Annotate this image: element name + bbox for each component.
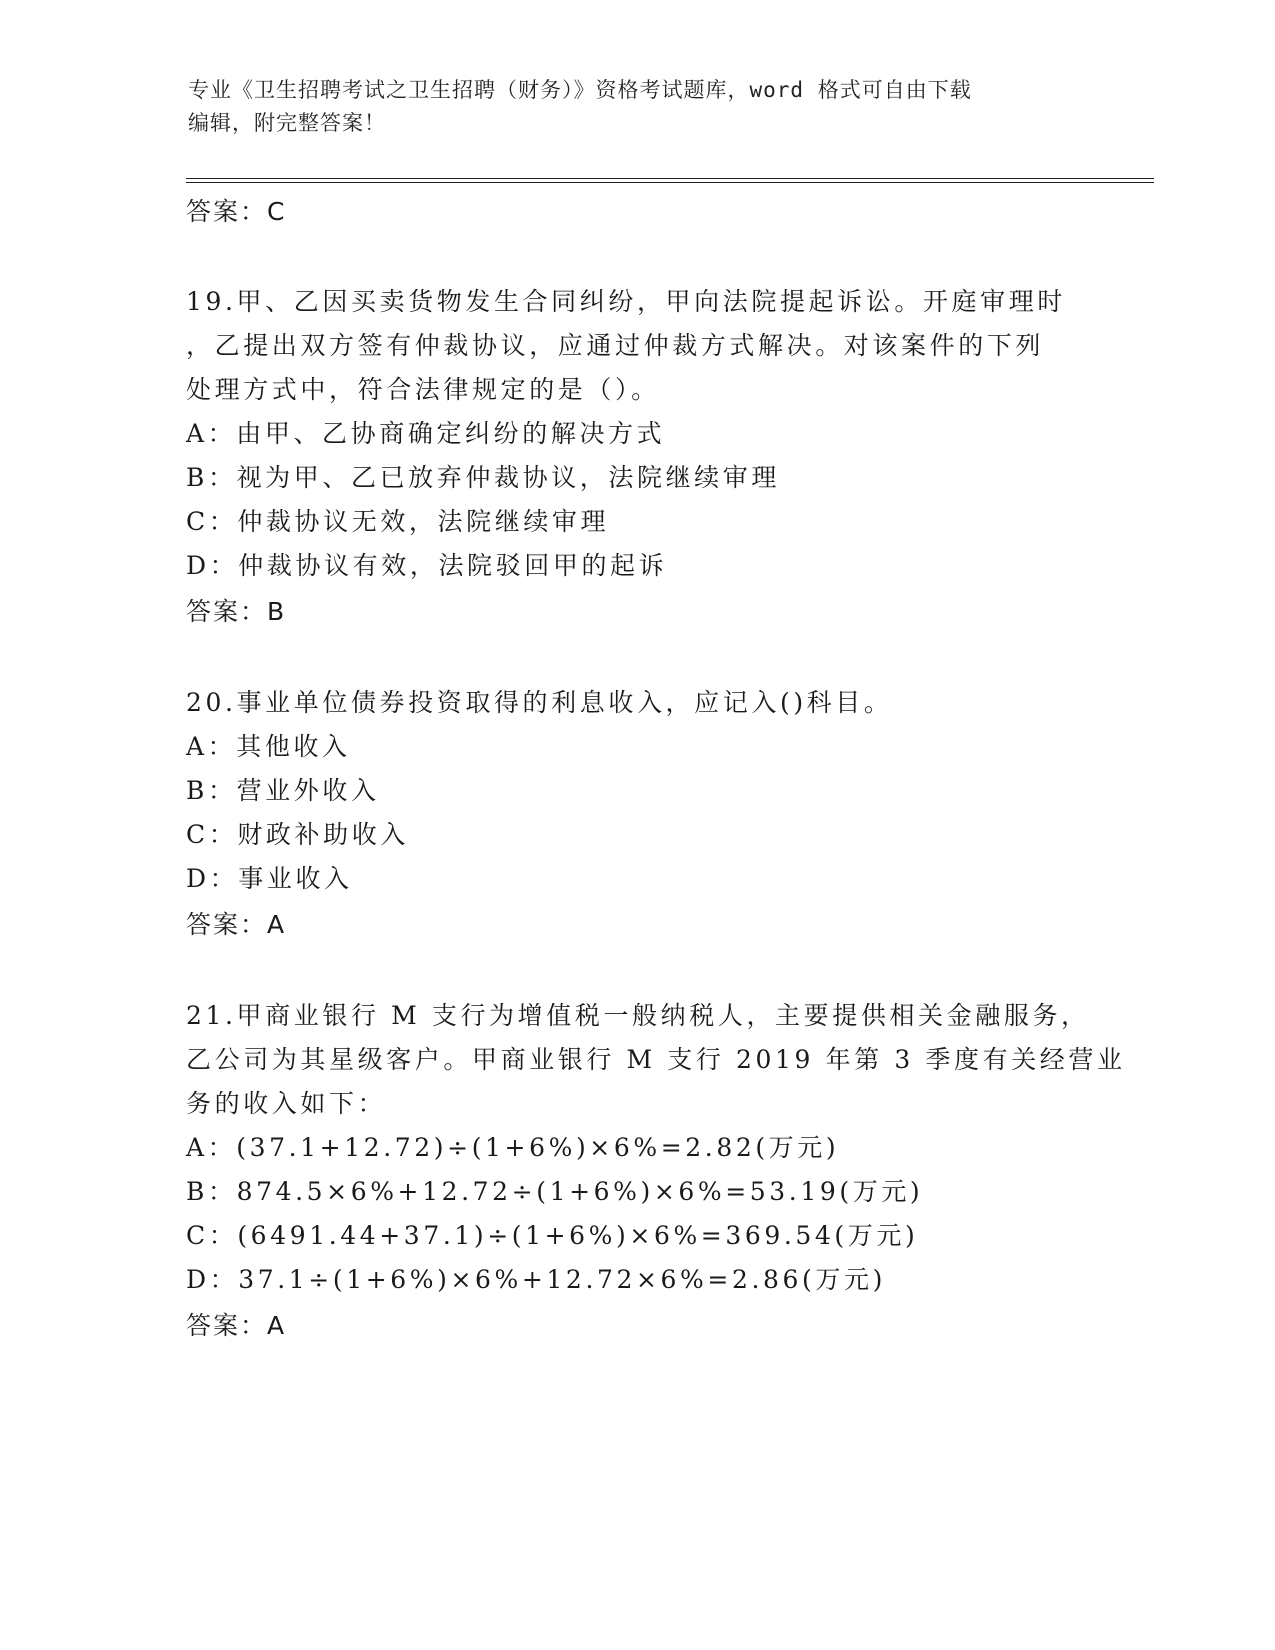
q20-stem-line-1: 20.事业单位债券投资取得的利息收入，应记入()科目。 (186, 688, 893, 717)
q19-stem-line-2: ，乙提出双方签有仲裁协议，应通过仲裁方式解决。对该案件的下列 (186, 331, 1045, 360)
q19-stem-line-1: 19.甲、乙因买卖货物发生合同纠纷，甲向法院提起诉讼。开庭审理时 (186, 287, 1066, 316)
q21-stem-line-2: 乙公司为其星级客户。甲商业银行 M 支行 2019 年第 3 季度有关经营业 (186, 1045, 1126, 1074)
q19-option-c: C：仲裁协议无效，法院继续审理 (186, 507, 610, 536)
q21-option-c: C：(6491.44+37.1)÷(1+6%)×6%=369.54(万元) (186, 1221, 919, 1250)
q20-option-d: D：事业收入 (186, 864, 353, 893)
q19-option-a: A：由甲、乙协商确定纠纷的解决方式 (186, 419, 666, 448)
answer-q21: 答案：A (186, 1311, 287, 1340)
q20-option-c: C：财政补助收入 (186, 820, 409, 849)
answer-q19: 答案：B (186, 597, 287, 626)
q21-option-d: D：37.1÷(1+6%)×6%+12.72×6%=2.86(万元) (186, 1265, 886, 1294)
q19-option-b: B：视为甲、乙已放弃仲裁协议，法院继续审理 (186, 463, 780, 492)
document-header (188, 74, 1088, 140)
header-line-2: 编辑，附完整答案！ (188, 111, 386, 135)
header-line-1: 专业《卫生招聘考试之卫生招聘（财务）》资格考试题库，word 格式可自由下载 (188, 78, 972, 102)
header-divider-top (186, 178, 1154, 179)
q20-option-a: A：其他收入 (186, 732, 351, 761)
q21-stem-line-3: 务的收入如下： (186, 1089, 387, 1118)
q21-option-b: B：874.5×6%+12.72÷(1+6%)×6%=53.19(万元) (186, 1177, 924, 1206)
answer-q18: 答案：C (186, 197, 287, 226)
q21-option-a: A：(37.1+12.72)÷(1+6%)×6%=2.82(万元) (186, 1133, 840, 1162)
q20-option-b: B：营业外收入 (186, 776, 380, 805)
q21-stem-line-1: 21.甲商业银行 M 支行为增值税一般纳税人，主要提供相关金融服务， (186, 1001, 1090, 1030)
answer-q20: 答案：A (186, 910, 287, 939)
q19-stem-line-3: 处理方式中，符合法律规定的是（）。 (186, 375, 660, 404)
header-divider-bottom (186, 182, 1154, 183)
q19-option-d: D：仲裁协议有效，法院驳回甲的起诉 (186, 551, 668, 580)
